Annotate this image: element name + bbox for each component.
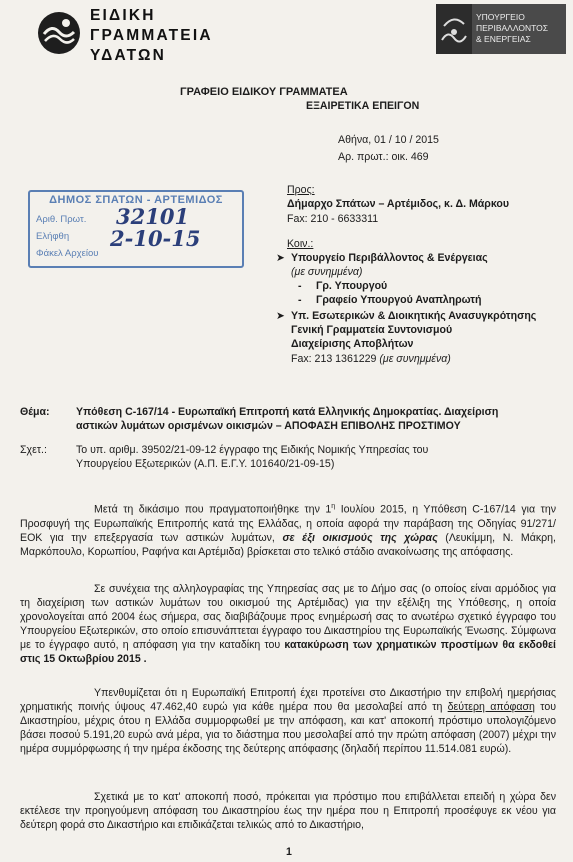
ministry-emblem-icon [440, 10, 468, 48]
paragraph-4: Σχετικά με το κατ' αποκοπή ποσό, πρόκειται για πρόστιμο που επιβάλλεται επειδή η χώρα δεν εκτέλεσε την προηγούμενη απόφαση του Δικαστηρίου έως την ημέρα που η Επιτροπή προσέφυγε εκ νέου για δεύτερη φορά στο Δικαστήριο και επιδικάζεται τελικώς από το Δικαστήριο, [20, 791, 556, 831]
paragraph-2: Σε συνέχεια της αλληλογραφίας της Υπηρεσίας σας με το Δήμο σας (ο οποίος είναι αρμόδιος για τη διαχείριση των αστικών λυμάτων του οικισμού της Αρτέμιδας) για την εξέλιξη της Υπόθεσης, η οποία χρονολογείται από 2004 έως σήμερα, σας διαβιβάζουμε προς ενημέρωσή σας το ανωτέρω σχετικό έγγραφο του Υπουργείου Εξωτερικών, στο οποίο επισυνάπτεται έγγραφο του Δικαστηρίου της Ευρωπαϊκής Ένωσης. Σύμφωνα με το έγγραφο αυτό, η απόφαση για την καταδίκη του κατακύρωση των χρηματικών προστίμων θα εκδοθεί στις 15 Οκτωβρίου 2015 . [20, 583, 556, 665]
subject-line1: Υπόθεση C-167/14 - Ευρωπαϊκή Επιτροπή κατά Ελληνικής Δημοκρατίας. Διαχείριση [76, 406, 499, 418]
date-line: Αθήνα, 01 / 10 / 2015 [338, 134, 439, 146]
paragraph-3: Υπενθυμίζεται ότι η Ευρωπαϊκή Επιτροπή έχει προτείνει στο Δικαστήριο την επιβολή ημερήσιας χρηματικής ποινής ύψους 47.462,40 ευρώ για κάθε ημέρα που θα μεσολαβεί από τη δεύτερη απόφαση του Δικαστηρίου, μέχρις ότου η Ελλάδα συμμορφωθεί με την απόφαση, και κατ' αποκοπή πρόστιμο υπολογιζόμενο βάσει ποσού 5.191,20 ευρώ ανά μέρα, για το διάστημα που μεσολαβεί από την πρώτη απόφαση (2007) μέχρι την ημέρα συμμόρφωσης ή την ημέρα έκδοσης της δεύτερης απόφασης (δηλαδή περίπου 11.514.081 ευρώ). [20, 687, 556, 755]
cc-ministry-interior: Υπ. Εσωτερικών & Διοικητικής Ανασυγκρότησης [291, 310, 537, 322]
cc-fax: Fax: 213 1361229 (με συνημμένα) [291, 353, 451, 365]
ministry-logo [436, 4, 566, 56]
related-line2: Υπουργείου Εξωτερικών (Α.Π. Ε.Γ.Υ. 101640/21-09-15) [76, 458, 335, 470]
subject-label: Θέμα: [20, 406, 50, 418]
stamp-folder-label: Φάκελ Αρχείου [36, 248, 99, 259]
bullet-icon: ➤ [276, 310, 285, 322]
related-label: Σχετ.: [20, 444, 47, 456]
recipient-fax: Fax: 210 - 6633311 [287, 213, 379, 225]
received-stamp [28, 190, 244, 268]
stamp-title: ΔΗΜΟΣ ΣΠΑΤΩΝ - ΑΡΤΕΜΙΔΟΣ [49, 194, 223, 206]
bullet-icon: ➤ [276, 252, 285, 264]
water-drop-emblem-icon [36, 10, 82, 56]
recipient-name: Δήμαρχο Σπάτων – Αρτέμιδος, κ. Δ. Μάρκου [287, 198, 510, 210]
subject-line2: αστικών λυμάτων ορισμένων οικισμών – ΑΠΟΦΑΣΗ ΕΠΙΒΟΛΗΣ ΠΡΟΣΤΙΜΟΥ [76, 420, 461, 432]
protocol-line: Αρ. πρωτ.: οικ. 469 [338, 151, 429, 163]
cc-sub1-dash: - [298, 280, 302, 292]
secretariat-name: ΕΙΔΙΚΗ ΓΡΑΜΜΑΤΕΙΑ ΥΔΑΤΩΝ [90, 7, 213, 64]
stamp-protocol-label: Αριθ. Πρωτ. [36, 214, 87, 225]
handwritten-date: 2-10-15 [110, 226, 201, 251]
cc-minister-office: Γρ. Υπουργού [316, 280, 388, 292]
cc-waste-management: Διαχείρισης Αποβλήτων [291, 338, 414, 350]
cc-sub2-dash: - [298, 294, 302, 306]
cc-label: Κοιν.: [287, 238, 314, 250]
page-number: 1 [286, 846, 292, 858]
urgency-label: ΕΞΑΙΡΕΤΙΚΑ ΕΠΕΙΓΟΝ [306, 100, 420, 112]
stamp-received-label: Ελήφθη [36, 231, 70, 242]
cc-deputy-minister-office: Γραφείο Υπουργού Αναπληρωτή [316, 294, 482, 306]
cc-ministry-environment: Υπουργείο Περιβάλλοντος & Ενέργειας [291, 252, 488, 264]
paragraph-1: Μετά τη δικάσιμο που πραγματοποιήθηκε την $1^\eta$ Ιουλίου 2015, η Υπόθεση C-167/14 για την Προσφυγή της Ευρωπαϊκής Επιτροπής κατά της Ελλάδας, η οποία αφορά την παράβαση της Οδηγίας 91/271/ΕΟΚ για την επεξεργασία των αστικών λυμάτων, σε έξι οικισμούς της χώρας (Λευκίμμη, Ν. Μάκρη, Μαρκόπουλο, Κορωπίου, Ραφήνα και Αρτέμιδα) βρίσκεται στο τελικό στάδιο ανακοίνωσης της απόφασης. [20, 503, 557, 558]
handwritten-protocol-number: 32101 [116, 204, 190, 229]
office-title: ΓΡΑΦΕΙΟ ΕΙΔΙΚΟΥ ΓΡΑΜΜΑΤΕΑ [180, 86, 348, 98]
ministry-name: ΥΠΟΥΡΓΕΙΟ ΠΕΡΙΒΑΛΛΟΝΤΟΣ & ΕΝΕΡΓΕΙΑΣ [476, 12, 549, 44]
cc-ministry-environment-note: (με συνημμένα) [291, 266, 363, 278]
related-line1: Το υπ. αριθμ. 39502/21-09-12 έγγραφο της Ειδικής Νομικής Υπηρεσίας του [76, 444, 429, 456]
secretariat-logo [36, 6, 213, 70]
cc-general-secretariat: Γενική Γραμματεία Συντονισμού [291, 324, 453, 336]
recipient-label: Προς: [287, 184, 315, 196]
